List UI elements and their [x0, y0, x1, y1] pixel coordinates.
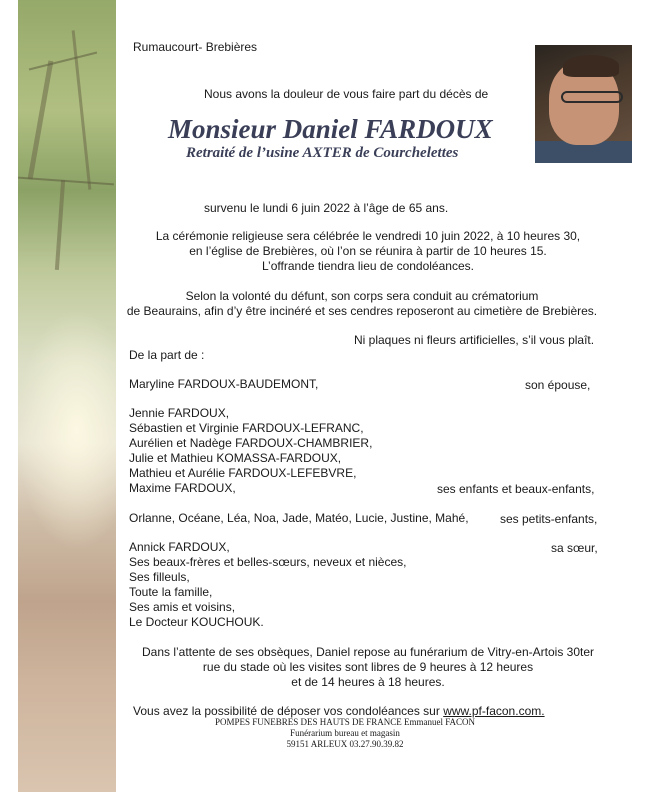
- condolences-link[interactable]: www.pf-facon.com.: [443, 704, 545, 718]
- sister-relation: sa sœur,: [551, 541, 598, 555]
- relative-line: Ses filleuls,: [129, 570, 190, 584]
- tree-branch: [29, 52, 97, 71]
- ceremony-line: en l’église de Brebières, où l’on se réunira à partir de 10 heures 15.: [189, 244, 547, 258]
- grandchildren-relation: ses petits-enfants,: [500, 512, 598, 526]
- relative-line: Le Docteur KOUCHOUK.: [129, 615, 264, 629]
- ceremony-line: La cérémonie religieuse sera célébrée le vendredi 10 juin 2022, à 10 heures 30,: [155, 229, 581, 243]
- child-name: Mathieu et Aurélie FARDOUX-LEFEBVRE,: [129, 466, 357, 480]
- repose-line: rue du stade où les visites sont libres de 9 heures à 12 heures: [202, 660, 534, 674]
- death-date-text: survenu le lundi 6 juin 2022 à l’âge de 65 ans.: [204, 201, 449, 215]
- spouse-name: Maryline FARDOUX-BAUDEMONT,: [129, 377, 319, 391]
- deceased-subtitle: Retraité de l’usine AXTER de Courchelettes: [186, 145, 459, 161]
- child-name: Maxime FARDOUX,: [129, 481, 236, 495]
- portrait-photo: [535, 45, 632, 163]
- ceremony-line: L’offrande tiendra lieu de condoléances.: [262, 259, 474, 273]
- deceased-name: Monsieur Daniel FARDOUX: [168, 114, 493, 144]
- tree-branch: [18, 177, 114, 186]
- children-relation: ses enfants et beaux-enfants,: [437, 482, 595, 496]
- repose-line: et de 14 heures à 18 heures.: [291, 675, 445, 689]
- location-text: Rumaucourt- Brebières: [133, 40, 258, 54]
- grandchildren-names: Orlanne, Océane, Léa, Noa, Jade, Matéo, Lucie, Justine, Mahé,: [129, 511, 469, 525]
- forest-photo-strip: [18, 0, 116, 792]
- cremation-line: de Beaurains, afin d’y être incinéré et ses cendres reposeront au cimetière de Brebières.: [126, 304, 598, 318]
- condolences-line: [133, 704, 545, 718]
- child-name: Aurélien et Nadège FARDOUX-CHAMBRIER,: [129, 436, 373, 450]
- repose-line: Dans l’attente de ses obsèques, Daniel repose au funérarium de Vitry-en-Artois 30ter: [141, 645, 595, 659]
- relative-line: Ses beaux-frères et belles-sœurs, neveux et nièces,: [129, 555, 407, 569]
- flowers-text: Ni plaques ni fleurs artificielles, s’il vous plaît.: [354, 333, 595, 347]
- cremation-line: Selon la volonté du défunt, son corps sera conduit au crématorium: [185, 289, 539, 303]
- spouse-relation: son épouse,: [525, 378, 591, 392]
- footer-company: POMPES FUNEBRES DES HAUTS DE FRANCE Emmanuel FACON: [214, 717, 476, 727]
- footer-address: Funérarium bureau et magasin: [290, 728, 400, 738]
- intro-text: Nous avons la douleur de vous faire part du décès de: [204, 87, 489, 101]
- relative-line: Ses amis et voisins,: [129, 600, 236, 614]
- relative-line: Annick FARDOUX,: [129, 540, 230, 554]
- child-name: Sébastien et Virginie FARDOUX-LEFRANC,: [129, 421, 364, 435]
- tree-trunk: [55, 180, 65, 270]
- portrait-glasses: [561, 91, 623, 103]
- child-name: Julie et Mathieu KOMASSA-FARDOUX,: [129, 451, 342, 465]
- condolences-text: Vous avez la possibilité de déposer vos condoléances sur: [133, 704, 440, 718]
- portrait-hair: [563, 55, 619, 77]
- footer-contact: 59151 ARLEUX 03.27.90.39.82: [286, 739, 404, 749]
- from-label: De la part de :: [129, 348, 205, 362]
- child-name: Jennie FARDOUX,: [129, 406, 230, 420]
- relative-line: Toute la famille,: [129, 585, 213, 599]
- tree-trunk: [28, 60, 54, 179]
